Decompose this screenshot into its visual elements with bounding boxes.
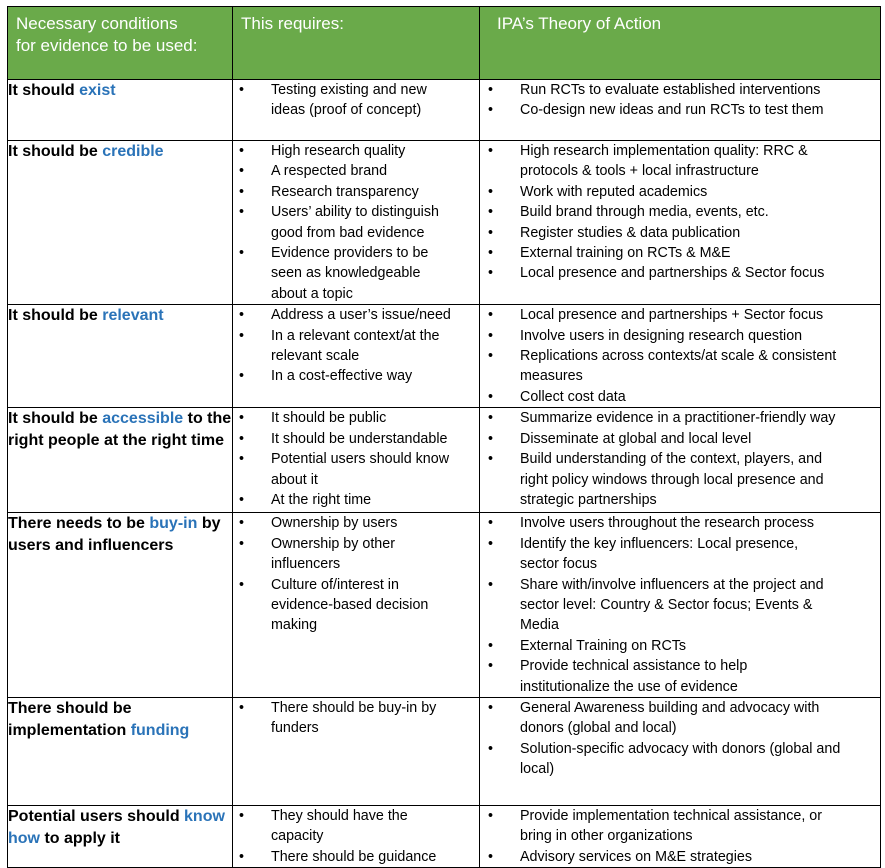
action-item: • External Training on RCTs	[502, 636, 880, 656]
table-row	[8, 141, 881, 305]
condition-cell	[8, 805, 233, 867]
action-item: • Local presence and partnerships & Sector focus	[502, 263, 880, 283]
requires-cell	[233, 305, 480, 408]
action-list	[480, 141, 880, 284]
condition-text: It should be	[8, 410, 103, 428]
requirement-item: • Ownership by users	[253, 513, 479, 533]
table-row	[8, 408, 881, 513]
action-item: • Involve users in designing research question	[502, 326, 880, 346]
condition-text: Potential users should	[8, 807, 185, 825]
action-item: • Involve users throughout the research process	[502, 513, 880, 533]
condition-cell	[8, 305, 233, 408]
action-item: • Provide implementation technical assistance, or bring in other organizations	[502, 806, 880, 847]
table-row	[8, 697, 881, 805]
condition-text: to apply it	[40, 829, 120, 847]
requirement-list	[233, 513, 479, 635]
action-cell	[480, 697, 881, 805]
condition-cell	[8, 141, 233, 305]
table-row	[8, 80, 881, 141]
requires-cell	[233, 141, 480, 305]
condition-keyword: exist	[79, 82, 116, 99]
requirement-item: • A respected brand	[253, 161, 479, 181]
action-cell	[480, 408, 881, 513]
action-item: • Co-design new ideas and run RCTs to test them	[502, 100, 880, 120]
action-cell	[480, 80, 881, 141]
condition-text: There should be implementation	[8, 699, 132, 739]
action-item: • Solution-specific advocacy with donors (global and local)	[502, 739, 880, 780]
requirement-item: • Address a user’s issue/need	[253, 305, 479, 325]
condition-keyword: funding	[130, 721, 190, 739]
requirement-item: • There should be guidance	[253, 847, 479, 867]
action-list	[480, 806, 880, 867]
requirement-item: • It should be public	[253, 408, 479, 428]
requirement-item: • Potential users should know about it	[253, 449, 479, 490]
condition-cell	[8, 513, 233, 698]
requirement-item: • They should have the capacity	[253, 806, 479, 847]
action-item: • Local presence and partnerships + Sector focus	[502, 305, 880, 325]
action-item: • Run RCTs to evaluate established interventions	[502, 80, 880, 100]
requirement-list	[233, 141, 479, 304]
action-item: • Replications across contexts/at scale & consistent measures	[502, 346, 880, 387]
requirement-item: • Culture of/interest in evidence-based decision making	[253, 575, 479, 636]
condition-text: There needs to be	[8, 515, 150, 533]
action-item: • Advisory services on M&E strategies	[502, 847, 880, 867]
header-theory-of-action: IPA’s Theory of Action	[480, 7, 881, 80]
condition-keyword: buy-in	[149, 515, 198, 533]
requirement-item: • Research transparency	[253, 182, 479, 202]
requires-cell	[233, 697, 480, 805]
table-row	[8, 305, 881, 408]
requirement-item: • At the right time	[253, 490, 479, 510]
action-item: • Summarize evidence in a practitioner-friendly way	[502, 408, 880, 428]
header-this-requires: This requires:	[233, 7, 480, 80]
requirement-item: • Users’ ability to distinguish good from bad evidence	[253, 202, 479, 243]
header-necessary-conditions: Necessary conditions for evidence to be used:	[8, 7, 233, 80]
action-item: • Build brand through media, events, etc.	[502, 202, 880, 222]
action-item: • Disseminate at global and local level	[502, 429, 880, 449]
action-item: • External training on RCTs & M&E	[502, 243, 880, 263]
action-item: • Provide technical assistance to help institutionalize the use of evidence	[502, 656, 880, 697]
condition-cell	[8, 408, 233, 513]
requirement-item: • It should be understandable	[253, 429, 479, 449]
action-cell	[480, 141, 881, 305]
requirement-item: • There should be buy-in by funders	[253, 698, 479, 739]
action-item: • Share with/involve influencers at the project and sector level: Country & Sector focus; Events & Media	[502, 575, 880, 636]
requirement-item: • Evidence providers to be seen as knowledgeable about a topic	[253, 243, 479, 304]
action-list	[480, 80, 880, 121]
action-item: • High research implementation quality: RRC & protocols & tools + local infrastructure	[502, 141, 880, 182]
requires-cell	[233, 805, 480, 867]
requirement-list	[233, 806, 479, 867]
requirement-list	[233, 80, 479, 121]
requires-cell	[233, 80, 480, 141]
condition-text: to the right people at the right time	[8, 410, 232, 450]
requirement-list	[233, 698, 479, 739]
action-item: • Build understanding of the context, players, and right policy windows through local presence and strategic partnerships	[502, 449, 880, 510]
requirement-list	[233, 305, 479, 387]
action-item: • Collect cost data	[502, 387, 880, 407]
action-list	[480, 513, 880, 697]
action-list	[480, 408, 880, 510]
table-row	[8, 513, 881, 698]
condition-keyword: know how	[8, 807, 225, 847]
action-cell	[480, 805, 881, 867]
condition-keyword: relevant	[102, 307, 164, 325]
condition-cell	[8, 697, 233, 805]
table-row	[8, 805, 881, 867]
requirement-item: • Testing existing and new ideas (proof of concept)	[253, 80, 479, 121]
action-cell	[480, 305, 881, 408]
action-item: • General Awareness building and advocacy with donors (global and local)	[502, 698, 880, 739]
action-item: • Identify the key influencers: Local presence, sector focus	[502, 534, 880, 575]
header-row	[8, 7, 881, 80]
condition-cell	[8, 80, 233, 141]
condition-keyword: credible	[102, 143, 164, 160]
action-cell	[480, 513, 881, 698]
condition-text: It should be	[8, 307, 103, 325]
requirement-item: • In a cost-effective way	[253, 366, 479, 386]
condition-text: by users and influencers	[8, 515, 221, 555]
requires-cell	[233, 513, 480, 698]
requirement-item: • Ownership by other influencers	[253, 534, 479, 575]
action-item: • Work with reputed academics	[502, 182, 880, 202]
condition-text: It should be	[8, 143, 103, 160]
requirement-item: • In a relevant context/at the relevant scale	[253, 326, 479, 367]
condition-keyword: accessible	[102, 410, 184, 428]
requirement-item: • High research quality	[253, 141, 479, 161]
requires-cell	[233, 408, 480, 513]
condition-text: It should	[8, 82, 80, 99]
action-item: • Register studies & data publication	[502, 223, 880, 243]
action-list	[480, 698, 880, 780]
action-list	[480, 305, 880, 407]
requirement-list	[233, 408, 479, 510]
evidence-use-table	[7, 6, 881, 868]
